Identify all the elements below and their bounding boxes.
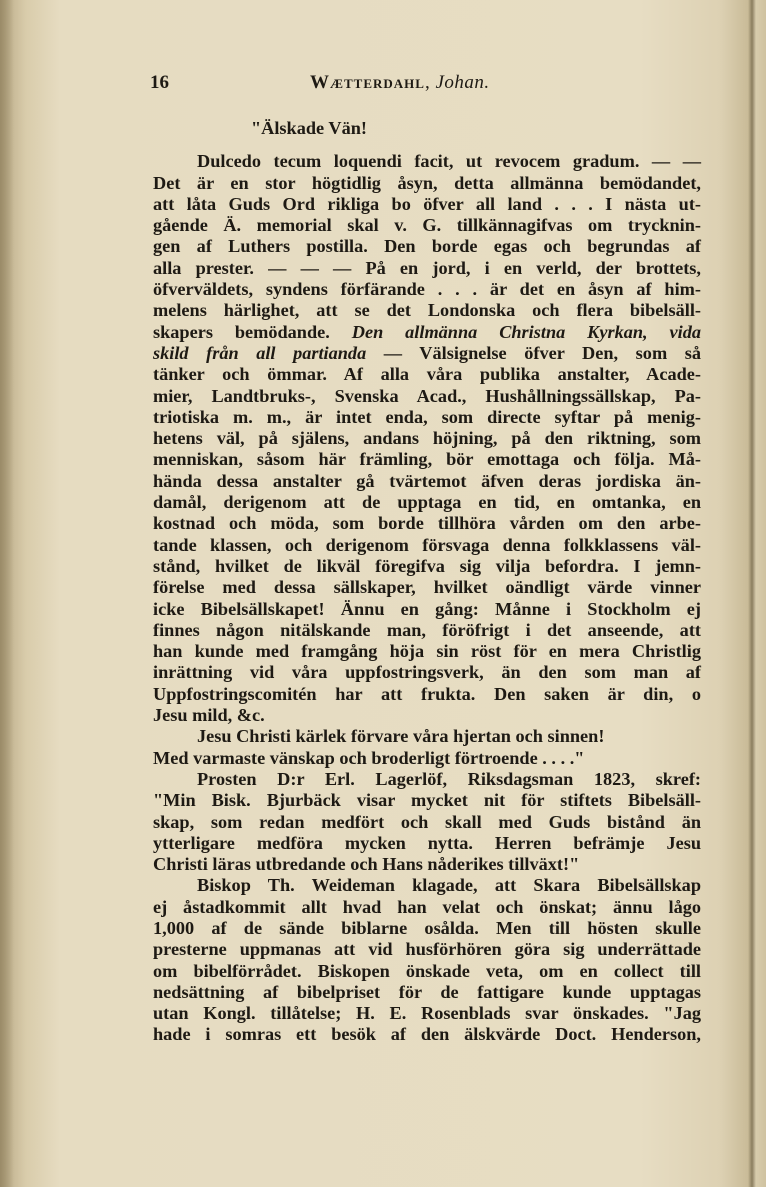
text-line: stånd, hvilket de likväl föregifva sig vilja befordra. I jemn- <box>153 555 701 576</box>
text-line: Prosten D:r Erl. Lagerlöf, Riksdagsman 1823, skref: <box>197 768 701 789</box>
italic-phrase: skild från all partianda <box>153 342 367 363</box>
italic-phrase: Den allmänna Christna Kyrkan, vida <box>351 321 701 342</box>
text-line: tande klassen, och derigenom försvaga denna folkklassens väl- <box>153 534 701 555</box>
text-line: att låta Guds Ord rikliga bo öfver all land . . . I nästa ut- <box>153 193 701 214</box>
text-line: hade i somras ett besök af den älskvärde Doct. Henderson, <box>153 1024 701 1045</box>
running-head-surname: Wætterdahl <box>310 72 425 93</box>
text-line: skap, som redan medfört och skall med Guds bistånd än <box>153 811 701 832</box>
text-line: Jesu mild, &c. <box>153 705 265 726</box>
text-line: om bibelförrådet. Biskopen önskade veta, om en collect till <box>153 960 701 981</box>
text-line: menniskan, såsom här främling, bör emottaga och följa. Må- <box>153 449 701 470</box>
text-line: han kunde med framgång höja sin röst för en mera Christlig <box>153 641 701 662</box>
text-line: kostnad och möda, som borde tillhöra vården om den arbe- <box>153 513 701 534</box>
text-line: ej åstadkommit allt hvad han velat och önskat; ännu lågo <box>153 896 701 917</box>
text-line: "Älskade Vän! <box>251 118 367 138</box>
text-line: gående Ä. memorial skal v. G. tillkännagifvas om trycknin- <box>153 215 701 236</box>
text-line: skild från all partianda — Välsignelse öfver Den, som så <box>153 342 701 363</box>
text-line: inrättning vid våra uppfostringsverk, än den som man af <box>153 662 701 683</box>
text-line: Biskop Th. Weideman klagade, att Skara Bibelsällskap <box>197 875 701 896</box>
text-line: triotiska m. m., är intet enda, som directe syftar på menig- <box>153 406 701 427</box>
text-line: utan Kongl. tillåtelse; H. E. Rosenblads svar önskades. "Jag <box>153 1003 701 1024</box>
text-line: hetens väl, på själens, andans höjning, på den riktning, som <box>153 428 701 449</box>
text-line: finnes någon nitälskande man, föröfrigt i det anseende, att <box>153 619 701 640</box>
text-line: presterne uppmanas att vid husförhören göra sig underrättade <box>153 939 701 960</box>
body-text <box>153 118 701 1046</box>
text-line: nedsättning af bibelpriset för de fattigare kunde upptagas <box>153 981 701 1002</box>
page-header <box>150 72 570 100</box>
text-line: Det är en stor högtidlig åsyn, detta allmänna bemödandet, <box>153 172 701 193</box>
text-line: "Min Bisk. Bjurbäck visar mycket nit för stiftets Bibelsäll- <box>153 790 701 811</box>
text-line: 1,000 af de sände biblarne osålda. Men till hösten skulle <box>153 917 701 938</box>
text-line: Dulcedo tecum loquendi facit, ut revocem gradum. — — <box>197 151 701 172</box>
text-line: damål, derigenom att de upptaga en tid, en omtanka, en <box>153 492 701 513</box>
text-line: öfverväldets, syndens förfärande . . . är det en åsyn af him- <box>153 279 701 300</box>
text-line: mier, Landtbruks-, Svenska Acad., Hushållningssällskap, Pa- <box>153 385 701 406</box>
text-line: förelse med dessa sällskaper, hvilket oändligt värde vinner <box>153 577 701 598</box>
text-line: tänker och ömmar. Af alla våra publika anstalter, Acade- <box>153 364 701 385</box>
running-head: Wætterdahl, Johan. <box>310 72 490 93</box>
text-line: Jesu Christi kärlek förvare våra hjertan och sinnen! <box>197 726 605 747</box>
text-line: icke Bibelsällskapet! Ännu en gång: Månne i Stockholm ej <box>153 598 701 619</box>
text-line: melens härlighet, att se det Londonska och flera bibelsäll- <box>153 300 701 321</box>
text-line: Med varmaste vänskap och broderligt förtroende . . . ." <box>153 747 585 768</box>
running-head-given: Johan. <box>435 72 490 93</box>
text-line: ytterligare medföra mycken nytta. Herren befrämje Jesu <box>153 832 701 853</box>
text-line: gen af Luthers postilla. Den borde egas och begrundas af <box>153 236 701 257</box>
text-line: alla prester. — — — På en jord, i en verld, der brottets, <box>153 257 701 278</box>
text-line: Uppfostringscomitén har att frukta. Den saken är din, o <box>153 683 701 704</box>
text-line: Christi läras utbredande och Hans nåderikes tillväxt!" <box>153 854 580 875</box>
text-line: skapers bemödande. Den allmänna Christna Kyrkan, vida <box>153 321 701 342</box>
page-number: 16 <box>150 72 169 93</box>
text-line: hända dessa anstalter gå tvärtemot äfven deras jordiska än- <box>153 470 701 491</box>
